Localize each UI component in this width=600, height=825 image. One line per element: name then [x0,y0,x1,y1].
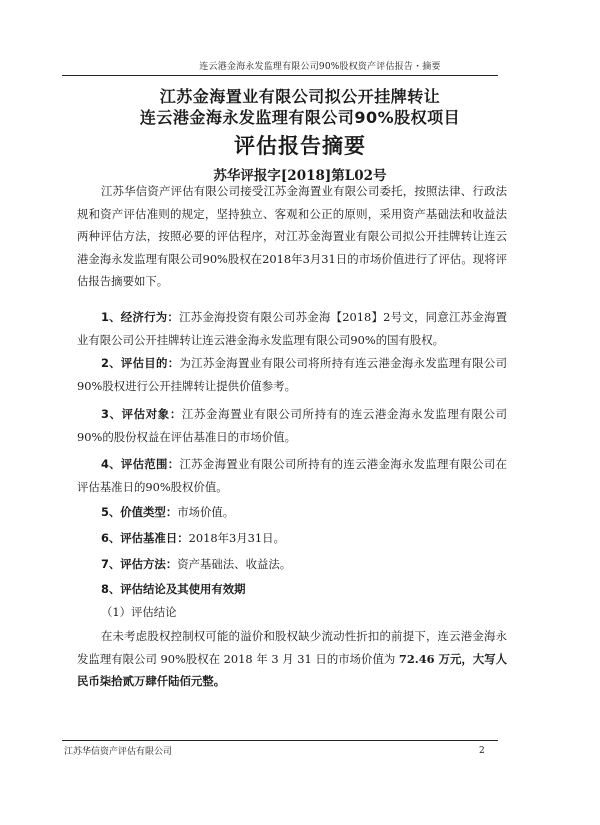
conclusion-text: 在未考虑股权控制权可能的溢价和股权缺少流动性折扣的前提下，连云港金海永发监理有限公司 90%股权在 2018 年 3 月 31 日的市场价值为 [77,629,507,666]
section-label: 8、评估结论及其使用有效期 [100,582,246,596]
section-text: 江苏金海置业有限公司所持有的连云港金海永发监理有限公司在评估基准日的90%股权价值。 [77,457,507,494]
section-label: 1、经济行为： [100,310,180,324]
section-2 [77,352,507,397]
section-label: 7、评估方法： [100,557,178,571]
document-title: 评估报告摘要 [234,134,366,158]
section-text: 江苏金海投资有限公司苏金海【2018】2号文，同意江苏金海置业有限公司公开挂牌转让连云港金海永发监理有限公司90%的国有股权。 [77,310,507,347]
section-label: 4、评估范围： [100,457,180,471]
intro-paragraph: 江苏华信资产评估有限公司接受江苏金海置业有限公司委托，按照法律、行政法规和资产评估准则的规定，坚持独立、客观和公正的原则，采用资产基础法和收益法两种评估方法，按照必要的评估程序，对江苏金海置业有限公司拟公开挂牌转让连云港金海永发监理有限公司90%股权在2018年3月31日的市场价值进行了评估。现将评估报告摘要如下。 [77,184,507,288]
section-4 [77,453,507,498]
footer-company: 江苏华信资产评估有限公司 [64,747,173,757]
page-number: 2 [479,746,485,756]
section-text: 市场价值。 [177,505,235,519]
section-label: 6、评估基准日： [100,531,189,545]
section-label: 5、价值类型： [100,505,178,519]
section-1 [77,306,507,351]
footer-rule [62,740,498,741]
section-8 [77,578,507,601]
section-5 [77,501,507,524]
section-7 [77,553,507,576]
title-line-1: 江苏金海置业有限公司拟公开挂牌转让 [159,87,441,106]
running-header: 连云港金海永发监理有限公司90%股权资产评估报告・摘要 [199,62,441,72]
section-label: 3、评估对象： [100,407,182,421]
section-text: 江苏金海置业有限公司所持有的连云港金海永发监理有限公司90%的股份权益在评估基准日的市场价值。 [77,407,507,444]
section-3 [77,403,507,448]
section-text: 为江苏金海置业有限公司将所持有连云港金海永发监理有限公司90%股权进行公开挂牌转让提供价值参考。 [77,356,507,393]
section-label: 2、评估目的： [100,356,180,370]
conclusion-amount: 72.46 万元，大写人民币柒拾贰万肆仟陆佰元整。 [77,651,508,688]
report-number: 苏华评报字[2018]第L02号 [213,168,387,184]
conclusion-paragraph [77,625,507,693]
section-text: 2018年3月31日。 [188,531,285,545]
header-rule [62,75,498,76]
section-text: 资产基础法、收益法。 [177,557,292,571]
section-6 [77,527,507,550]
title-line-2: 连云港金海永发监理有限公司90%股权项目 [139,108,461,127]
subsection-heading: （1）评估结论 [100,605,177,619]
